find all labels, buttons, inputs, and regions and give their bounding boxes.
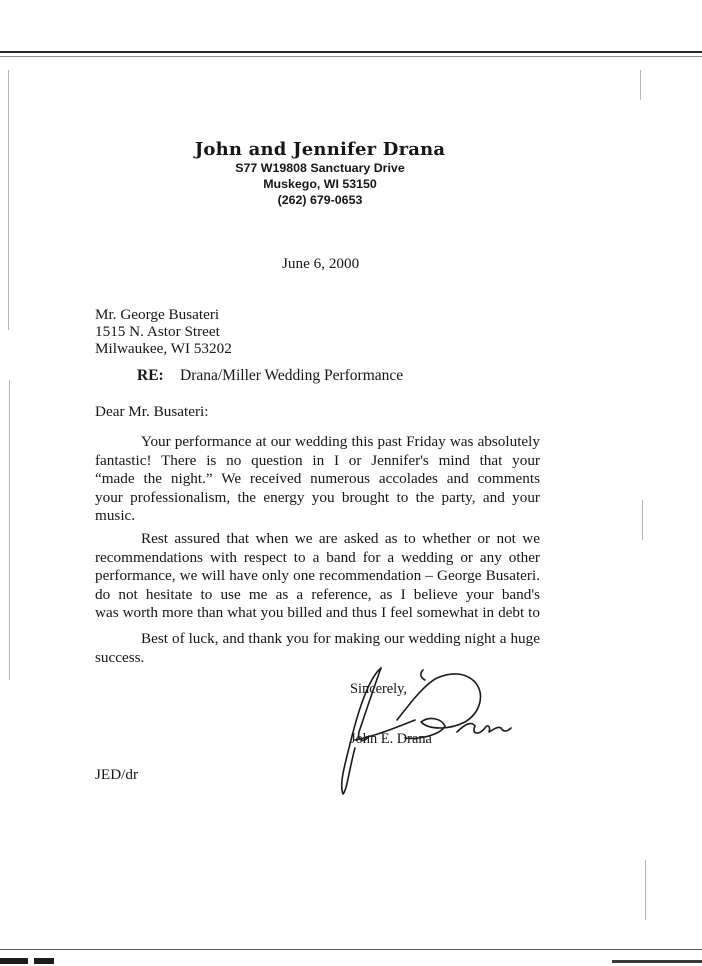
right-margin-scan-mark: [645, 860, 646, 920]
paragraph-line: Rest assured that when we are asked as to whether or not we: [141, 530, 540, 547]
right-margin-scan-mark: [640, 70, 641, 100]
re-label: RE:: [137, 367, 164, 384]
top-border-line: [0, 51, 702, 53]
body-paragraph-1: [95, 433, 540, 526]
top-border-line-thin: [0, 56, 702, 57]
paragraph-line: do not hesitate to use me as a reference, as I believe your band's: [95, 585, 540, 603]
recipient-city: Milwaukee, WI 53202: [95, 340, 232, 357]
paragraph-line: was worth more than what you billed and thus I feel somewhat in debt to: [95, 604, 540, 622]
paragraph-line: Your performance at our wedding this past Friday was absolutely: [141, 433, 540, 450]
scan-edge-strip: [0, 956, 702, 966]
salutation: Dear Mr. Busateri:: [95, 403, 209, 420]
paragraph-line: music.: [95, 507, 136, 525]
paragraph-line: success.: [95, 648, 145, 666]
complimentary-close: Sincerely,: [350, 681, 408, 697]
bottom-border-line: [0, 949, 702, 950]
sender-city: Muskego, WI 53150: [263, 177, 377, 191]
right-margin-scan-mark: [642, 500, 643, 540]
recipient-name: Mr. George Busateri: [95, 306, 220, 323]
scan-edge-mark: [34, 958, 54, 964]
handwritten-signature: [325, 660, 525, 800]
paragraph-line: your professionalism, the energy you brought to the party, and your: [95, 488, 540, 506]
letterhead: [170, 140, 470, 208]
sender-name: John and Jennifer Drana: [194, 139, 446, 160]
left-margin-scan-mark: [8, 70, 9, 330]
scan-edge-mark: [0, 958, 28, 964]
re-subject: Drana/Miller Wedding Performance: [180, 367, 404, 384]
typist-initials: JED/dr: [95, 766, 139, 783]
paragraph-line: “made the night.” We received numerous accolades and comments: [95, 470, 540, 488]
scan-edge-mark: [612, 960, 702, 963]
paragraph-line: recommendations with respect to a band for a wedding or any other: [95, 548, 540, 566]
letter-date: June 6, 2000: [282, 255, 360, 272]
paragraph-line: fantastic! There is no question in I or Jennifer's mind that your: [95, 451, 540, 469]
body-paragraph-2: [95, 530, 540, 623]
paragraph-line: performance, we will have only one recommendation – George Busateri.: [95, 567, 540, 585]
paragraph-line: Best of luck, and thank you for making our wedding night a huge: [141, 630, 540, 647]
sender-street: S77 W19808 Sanctuary Drive: [235, 161, 405, 175]
recipient-street: 1515 N. Astor Street: [95, 323, 220, 340]
left-margin-scan-mark: [9, 380, 10, 680]
sender-phone: (262) 679-0653: [277, 193, 363, 207]
signer-name: John E. Drana: [350, 731, 432, 747]
